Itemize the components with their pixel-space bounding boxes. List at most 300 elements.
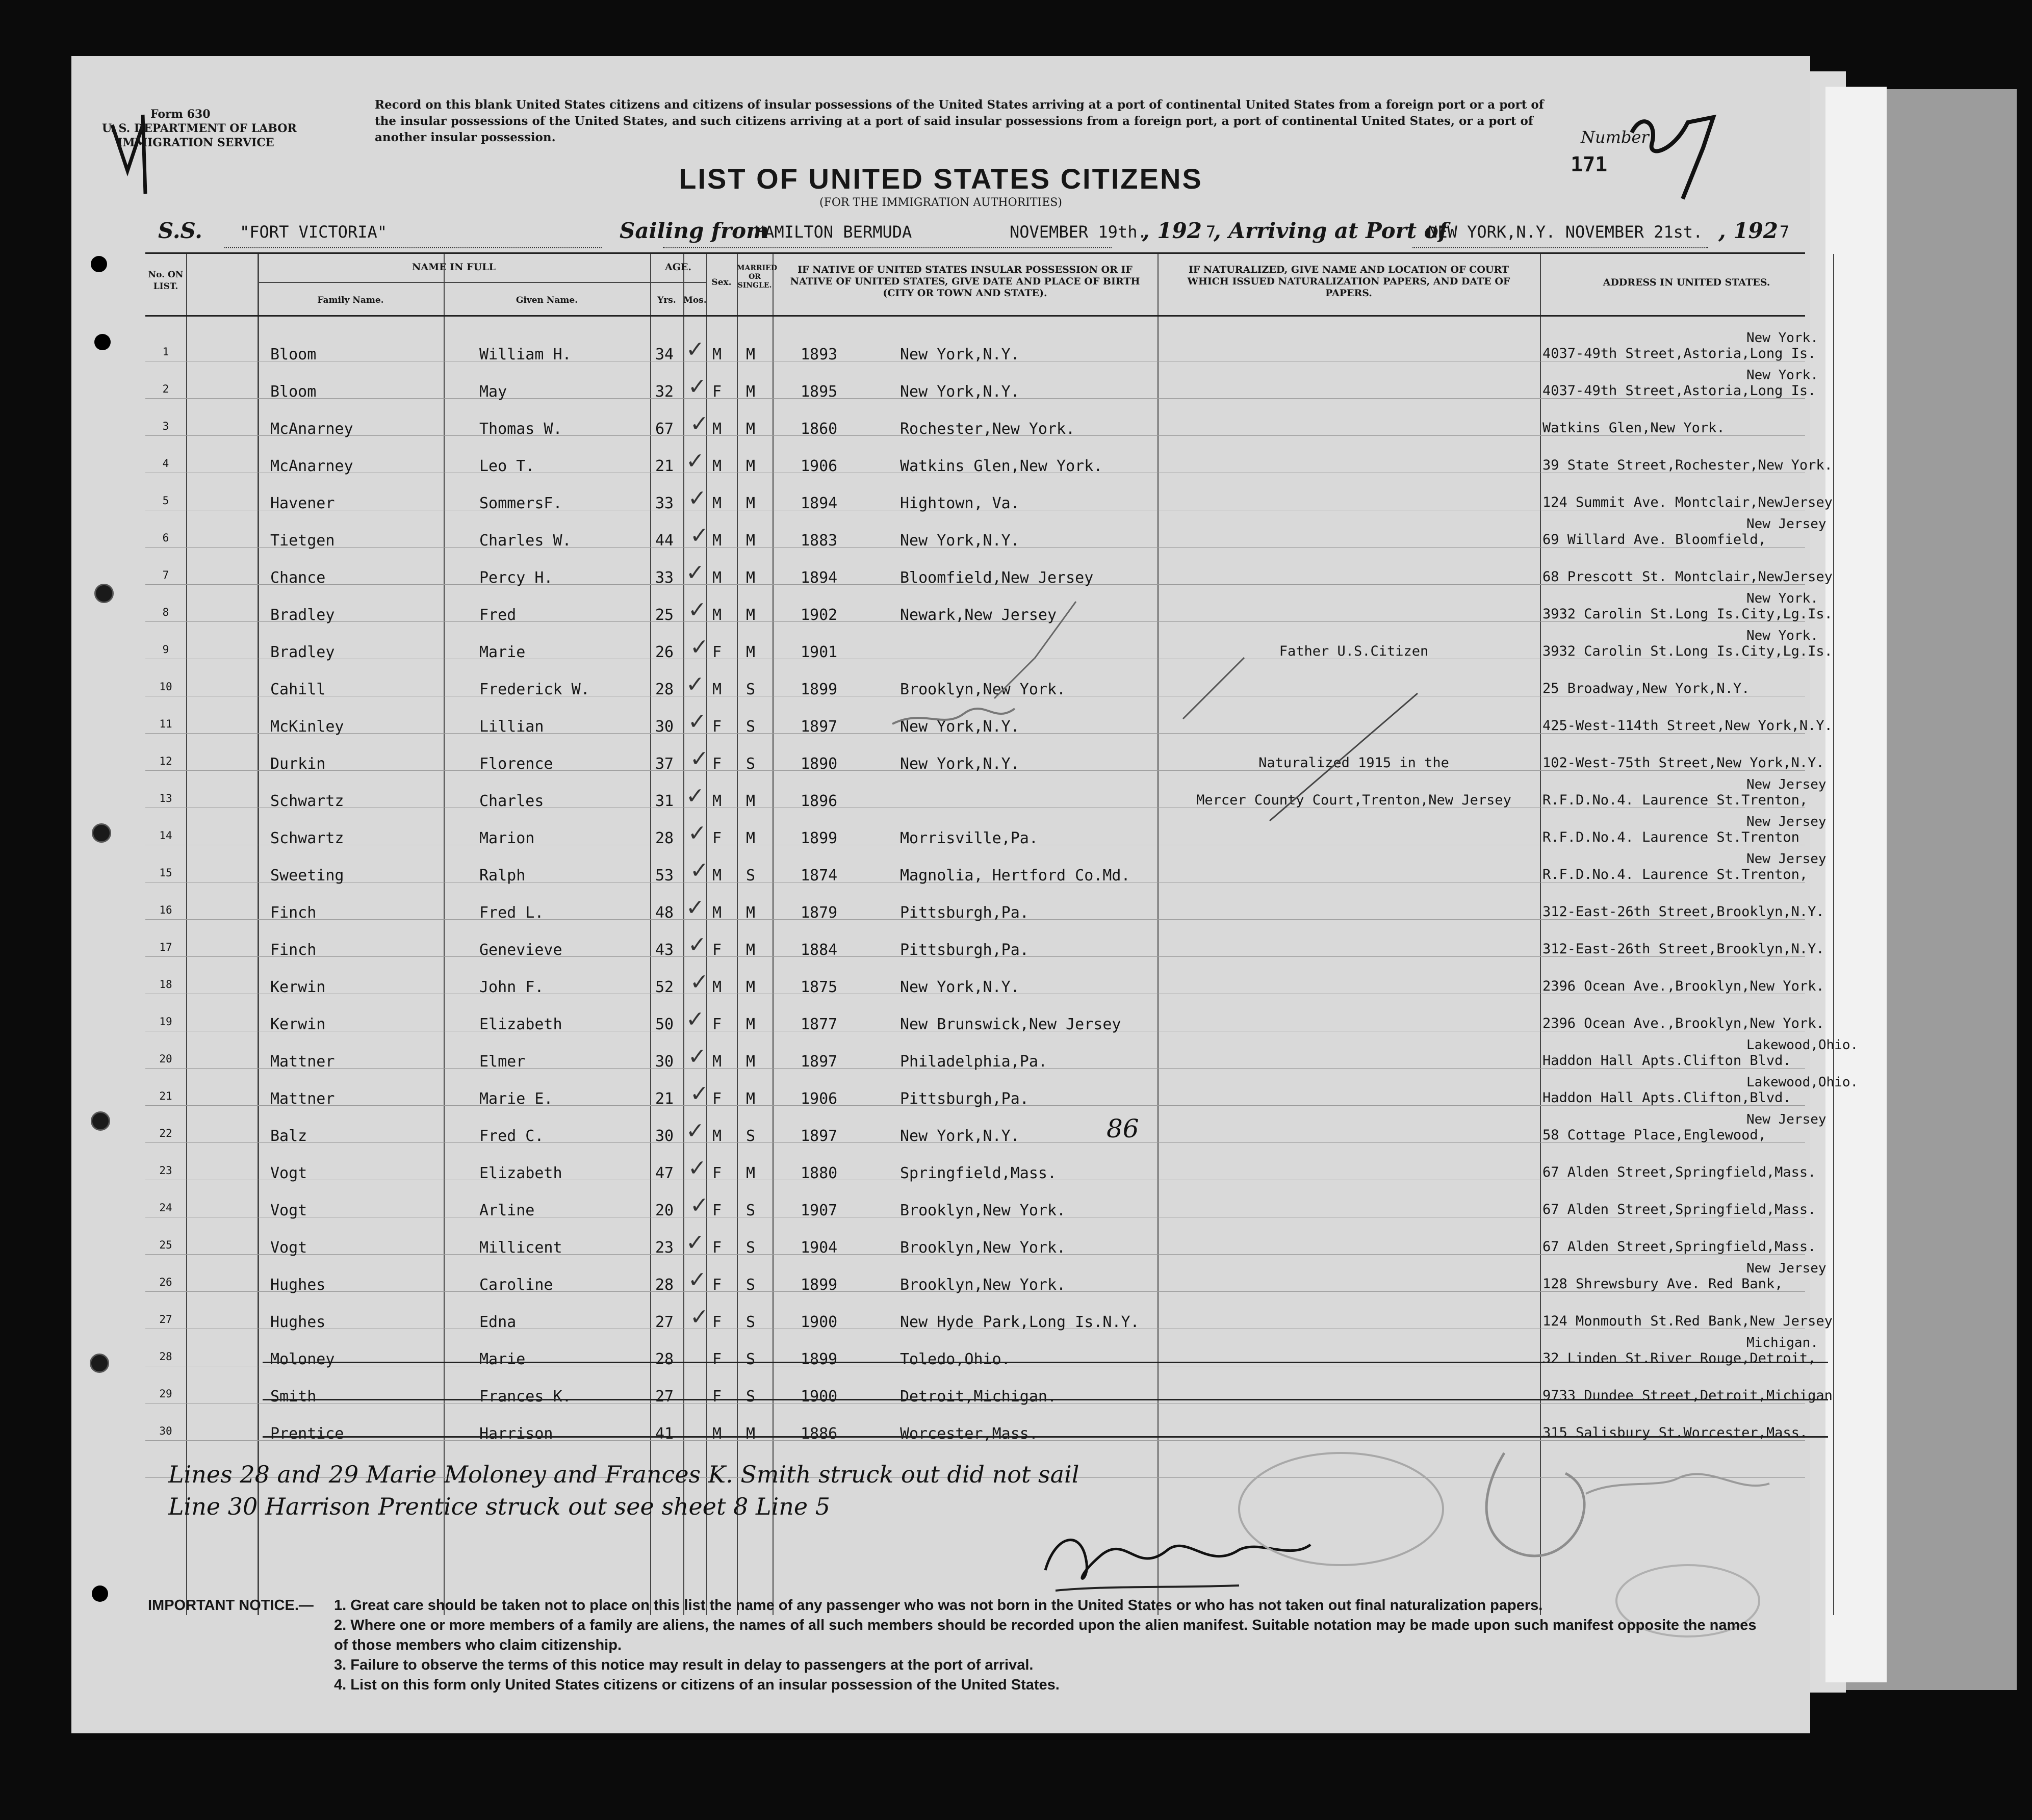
col-divider: [683, 254, 684, 1615]
cell-year: 1875: [801, 978, 838, 996]
check-mark-icon: ✓: [690, 857, 709, 883]
cell-sex: F: [712, 718, 722, 736]
cell-addr-top: Lakewood,Ohio.: [1746, 1075, 1859, 1090]
check-mark-icon: ✓: [690, 969, 709, 995]
check-mark-icon: ✓: [688, 374, 707, 400]
cell-given: May: [479, 383, 507, 401]
cell-sex: M: [712, 606, 722, 624]
cell-age: 27: [655, 1313, 674, 1331]
cell-sex: M: [712, 569, 722, 587]
cell-sex: F: [712, 1016, 722, 1033]
cell-ms: M: [746, 1053, 756, 1071]
cell-no: 16: [159, 904, 172, 916]
form-number: Form 630: [150, 108, 211, 121]
cell-age: 43: [655, 941, 674, 959]
notice-heading: IMPORTANT NOTICE.—: [148, 1597, 314, 1614]
cell-year: 1895: [801, 383, 838, 401]
cell-addr-top: New Jersey: [1746, 777, 1827, 792]
cell-family: Kerwin: [270, 1016, 326, 1033]
cell-place: Worcester,Mass.: [900, 1425, 1038, 1443]
cell-place: Detroit,Michigan.: [900, 1388, 1057, 1406]
cell-addr: 425-West-114th Street,New York,N.Y.: [1542, 718, 1833, 734]
cell-sex: F: [712, 941, 722, 959]
notice-item: 1. Great care should be taken not to place on this list the name of any passenger who was not born in the United States or who has not taken out final naturalization papers.: [334, 1597, 1543, 1614]
cell-given: Arline: [479, 1202, 535, 1219]
cell-family: Hughes: [270, 1313, 326, 1331]
cell-no: 9: [162, 643, 169, 656]
header-yrs: Yrs.: [657, 295, 676, 305]
cell-place: New York,N.Y.: [900, 1127, 1020, 1145]
cell-age: 34: [655, 346, 674, 363]
cell-place: Pittsburgh,Pa.: [900, 1090, 1029, 1108]
notice-item: 2. Where one or more members of a family are aliens, the names of all such members should be recorded upon the alien manifest. Suitable notation may be made upon such manifest opposite the names of those members who claim citizenship.: [334, 1617, 1757, 1653]
cell-place: New York,N.Y.: [900, 718, 1020, 736]
cell-place: Magnolia, Hertford Co.Md.: [900, 867, 1130, 885]
ship-name: "FORT VICTORIA": [240, 222, 387, 242]
cell-place: Toledo,Ohio.: [900, 1350, 1011, 1368]
binder-hole: [91, 1111, 110, 1131]
cell-ms: M: [746, 1090, 756, 1108]
subheader-rule: [650, 282, 706, 283]
cell-addr: 3932 Carolin St.Long Is.City,Lg.Is.: [1542, 643, 1833, 659]
cell-sex: M: [712, 1127, 722, 1145]
cell-addr: 128 Shrewsbury Ave. Red Bank,: [1542, 1276, 1783, 1292]
check-mark-icon: ✓: [686, 895, 705, 921]
cell-ms: M: [746, 904, 756, 922]
cell-family: Bradley: [270, 606, 335, 624]
cell-no: 2: [162, 383, 169, 395]
cell-given: Frederick W.: [479, 681, 590, 698]
check-mark-icon: ✓: [690, 634, 709, 660]
cell-no: 23: [159, 1164, 172, 1177]
cell-place: Brooklyn,New York.: [900, 1202, 1066, 1219]
cell-ms: M: [746, 569, 756, 587]
passenger-table: [145, 252, 1859, 1615]
cell-sex: F: [712, 1350, 722, 1368]
header-mos: Mos.: [683, 295, 707, 305]
cell-year: 1900: [801, 1388, 838, 1406]
annotation-strokes: [862, 581, 1576, 897]
cell-age: 28: [655, 1350, 674, 1368]
cell-addr: 3932 Carolin St.Long Is.City,Lg.Is.: [1542, 606, 1833, 622]
col-divider: [1833, 254, 1834, 1615]
cell-place: Pittsburgh,Pa.: [900, 941, 1029, 959]
header-age: AGE.: [664, 262, 692, 273]
cell-year: 1893: [801, 346, 838, 363]
cell-addr: 32 Linden St.River Rouge,Detroit,: [1542, 1350, 1816, 1366]
cell-addr: R.F.D.No.4. Laurence St.Trenton,: [1542, 792, 1808, 808]
cell-ms: S: [746, 1239, 756, 1257]
cell-addr-top: New York.: [1746, 368, 1818, 383]
cell-age: 47: [655, 1164, 674, 1182]
cell-family: Prentice: [270, 1425, 344, 1443]
cell-given: Elizabeth: [479, 1016, 562, 1033]
cell-sex: M: [712, 904, 722, 922]
cell-addr-top: Lakewood,Ohio.: [1746, 1037, 1859, 1053]
cell-given: Elmer: [479, 1053, 526, 1071]
cell-sex: F: [712, 1202, 722, 1219]
cell-ms: S: [746, 755, 756, 773]
cell-family: Finch: [270, 941, 317, 959]
strikethrough-line: [263, 1362, 1828, 1363]
cell-sex: F: [712, 1276, 722, 1294]
cell-ms: M: [746, 829, 756, 847]
cell-place: New York,N.Y.: [900, 346, 1020, 363]
cell-year: 1886: [801, 1425, 838, 1443]
cell-age: 33: [655, 495, 674, 512]
cell-year: 1890: [801, 755, 838, 773]
cell-year: 1897: [801, 1127, 838, 1145]
cell-year: 1897: [801, 718, 838, 736]
cell-addr-top: New Jersey: [1746, 1112, 1827, 1127]
cell-family: Bloom: [270, 346, 317, 363]
cell-nat: Mercer County Court,Trenton,New Jersey: [1196, 792, 1511, 808]
cell-year: 1880: [801, 1164, 838, 1182]
cell-ms: M: [746, 420, 756, 438]
cell-addr: 39 State Street,Rochester,New York.: [1542, 457, 1833, 473]
cell-ms: S: [746, 867, 756, 885]
cell-addr: Watkins Glen,New York.: [1542, 420, 1725, 436]
cell-addr: 4037-49th Street,Astoria,Long Is.: [1542, 346, 1816, 361]
cell-addr-top: New Jersey: [1746, 814, 1827, 829]
check-mark-icon: ✓: [688, 820, 707, 846]
cell-ms: S: [746, 1350, 756, 1368]
cell-age: 52: [655, 978, 674, 996]
cell-no: 14: [159, 829, 172, 842]
check-mark-icon: ✓: [690, 411, 709, 437]
cell-ms: M: [746, 1016, 756, 1033]
cell-year: 1897: [801, 1053, 838, 1071]
cell-sex: F: [712, 383, 722, 401]
cell-age: 28: [655, 829, 674, 847]
cell-year: 1907: [801, 1202, 838, 1219]
form-identifier: [102, 107, 297, 150]
cell-year: 1899: [801, 829, 838, 847]
col-divider: [650, 254, 651, 1615]
cell-addr: 9733 Dundee Street,Detroit,Michigan: [1542, 1388, 1833, 1403]
cell-no: 27: [159, 1313, 172, 1325]
year-prefix-2: , 192: [1718, 218, 1778, 243]
number-label: Number: [1581, 127, 1649, 147]
cell-no: 7: [162, 569, 169, 581]
cell-family: Mattner: [270, 1053, 335, 1071]
cell-addr: 68 Prescott St. Montclair,NewJersey: [1542, 569, 1833, 585]
cell-no: 25: [159, 1239, 172, 1251]
cell-no: 8: [162, 606, 169, 618]
cell-given: SommersF.: [479, 495, 562, 512]
cell-family: Schwartz: [270, 792, 344, 810]
cell-given: Genevieve: [479, 941, 562, 959]
cell-family: Moloney: [270, 1350, 335, 1368]
cell-sex: M: [712, 792, 722, 810]
cell-year: 1904: [801, 1239, 838, 1257]
cell-age: 21: [655, 1090, 674, 1108]
cell-given: Florence: [479, 755, 553, 773]
cell-family: Sweeting: [270, 867, 344, 885]
cell-place: Watkins Glen,New York.: [900, 457, 1103, 475]
cell-ms: M: [746, 978, 756, 996]
cell-family: Vogt: [270, 1202, 307, 1219]
cell-addr-top: New York.: [1746, 628, 1818, 643]
sailing-port: HAMILTON BERMUDA: [755, 222, 912, 242]
cell-given: Leo T.: [479, 457, 535, 475]
cell-family: Chance: [270, 569, 326, 587]
cell-year: 1896: [801, 792, 838, 810]
cell-given: John F.: [479, 978, 544, 996]
cell-no: 11: [159, 718, 172, 730]
cell-age: 33: [655, 569, 674, 587]
cell-family: Mattner: [270, 1090, 335, 1108]
cell-sex: M: [712, 1425, 722, 1443]
cell-sex: M: [712, 1053, 722, 1071]
cell-nat: Naturalized 1915 in the: [1258, 755, 1449, 771]
cell-sex: F: [712, 1313, 722, 1331]
cell-age: 21: [655, 457, 674, 475]
header-sex: Sex.: [711, 277, 732, 288]
cell-place: New Brunswick,New Jersey: [900, 1016, 1121, 1033]
cell-addr: 312-East-26th Street,Brooklyn,N.Y.: [1542, 941, 1824, 957]
col-divider: [186, 254, 187, 1615]
cell-addr: 67 Alden Street,Springfield,Mass.: [1542, 1164, 1816, 1180]
binder-hole: [90, 1354, 109, 1373]
col-divider: [444, 254, 445, 1615]
cell-place: Newark,New Jersey: [900, 606, 1057, 624]
check-mark-icon: ✓: [686, 336, 705, 362]
strikethrough-line: [263, 1399, 1828, 1400]
cell-given: Marion: [479, 829, 535, 847]
cell-no: 24: [159, 1202, 172, 1214]
cell-place: New York,N.Y.: [900, 532, 1020, 550]
cell-ms: M: [746, 457, 756, 475]
cell-addr: 312-East-26th Street,Brooklyn,N.Y.: [1542, 904, 1824, 920]
cell-given: Harrison: [479, 1425, 553, 1443]
ss-label: S.S.: [158, 218, 202, 243]
cell-given: Ralph: [479, 867, 526, 885]
cell-family: Havener: [270, 495, 335, 512]
cell-addr: 4037-49th Street,Astoria,Long Is.: [1542, 383, 1816, 399]
cell-sex: F: [712, 1388, 722, 1406]
cell-age: 28: [655, 681, 674, 698]
cell-nat: Father U.S.Citizen: [1279, 643, 1429, 659]
cell-family: Bloom: [270, 383, 317, 401]
year-digit-2: 7: [1780, 222, 1790, 242]
cell-given: Edna: [479, 1313, 517, 1331]
cell-ms: M: [746, 941, 756, 959]
cell-place: New York,N.Y.: [900, 978, 1020, 996]
cell-no: 10: [159, 681, 172, 693]
check-mark-icon: ✓: [686, 1006, 705, 1032]
cell-addr: Haddon Hall Apts.Clifton,Blvd.: [1542, 1090, 1791, 1106]
cell-addr-top: New York.: [1746, 591, 1818, 606]
sailing-label: Sailing from: [620, 218, 769, 243]
col-divider: [1540, 254, 1541, 1615]
cell-sex: M: [712, 867, 722, 885]
notice-item: 3. Failure to observe the terms of this notice may result in delay to passengers at the port of arrival.: [334, 1657, 1034, 1673]
cell-addr: 124 Summit Ave. Montclair,NewJersey: [1542, 495, 1833, 510]
handwritten-note-1: Lines 28 and 29 Marie Moloney and Frances K. Smith struck out did not sail: [168, 1461, 1079, 1488]
cell-year: 1906: [801, 457, 838, 475]
header-family-name: Family Name.: [317, 295, 384, 305]
cell-given: Caroline: [479, 1276, 553, 1294]
cell-given: Elizabeth: [479, 1164, 562, 1182]
cell-sex: M: [712, 495, 722, 512]
cell-no: 28: [159, 1350, 172, 1363]
cell-addr: 124 Monmouth St.Red Bank,New Jersey: [1542, 1313, 1833, 1329]
back-sheet: [1825, 87, 1887, 1682]
check-mark-icon: ✓: [688, 1155, 707, 1181]
cell-year: 1894: [801, 495, 838, 512]
check-mark-icon: ✓: [688, 1044, 707, 1070]
ship-dotted-line: [224, 247, 602, 248]
cell-family: McAnarney: [270, 457, 353, 475]
notice-items: [334, 1596, 1772, 1695]
cell-age: 26: [655, 643, 674, 661]
cell-ms: M: [746, 346, 756, 363]
cell-place: Springfield,Mass.: [900, 1164, 1057, 1182]
cell-place: New Hyde Park,Long Is.N.Y.: [900, 1313, 1140, 1331]
department-name: U. S. DEPARTMENT OF LABOR: [102, 122, 297, 135]
cell-ms: S: [746, 718, 756, 736]
cell-addr-top: New Jersey: [1746, 1261, 1827, 1276]
check-mark-icon: ✓: [688, 709, 707, 735]
cell-given: Fred C.: [479, 1127, 544, 1145]
cell-place: Brooklyn,New York.: [900, 1239, 1066, 1257]
check-mark-icon: ✓: [686, 1118, 705, 1144]
cell-family: Smith: [270, 1388, 317, 1406]
year-prefix-1: , 192: [1142, 218, 1202, 243]
header-no: No. ON LIST.: [148, 270, 184, 292]
header-address: ADDRESS IN UNITED STATES.: [1603, 277, 1770, 288]
sailing-dotted-line: [663, 247, 1112, 248]
cell-no: 17: [159, 941, 172, 953]
binder-hole: [91, 256, 107, 272]
cell-ms: S: [746, 1388, 756, 1406]
cell-family: Finch: [270, 904, 317, 922]
cell-ms: M: [746, 532, 756, 550]
header-given-name: Given Name.: [516, 295, 578, 305]
cell-given: Thomas W.: [479, 420, 562, 438]
cell-year: 1906: [801, 1090, 838, 1108]
notice-item: 4. List on this form only United States citizens or citizens of an insular possession of the United States.: [334, 1677, 1060, 1693]
check-mark-icon: ✓: [686, 783, 705, 809]
cell-ms: M: [746, 383, 756, 401]
cell-no: 26: [159, 1276, 172, 1288]
cell-given: Fred: [479, 606, 517, 624]
cell-addr: R.F.D.No.4. Laurence St.Trenton: [1542, 829, 1799, 845]
check-mark-icon: ✓: [690, 1304, 709, 1330]
year-digit-1: 7: [1206, 222, 1216, 242]
manifest-page: [71, 56, 1859, 1733]
cell-sex: F: [712, 1239, 722, 1257]
cell-sex: M: [712, 346, 722, 363]
cell-given: Percy H.: [479, 569, 553, 587]
header-birth: IF NATIVE OF UNITED STATES INSULAR POSSESSION OR IF NATIVE OF UNITED STATES, GIVE DATE AND PLACE OF BIRTH (CITY OR TOWN AND STATE).: [790, 264, 1140, 299]
cell-no: 4: [162, 457, 169, 470]
cell-no: 15: [159, 867, 172, 879]
check-mark-icon: ✓: [688, 932, 707, 958]
cell-sex: M: [712, 420, 722, 438]
cell-family: Tietgen: [270, 532, 335, 550]
cell-age: 37: [655, 755, 674, 773]
cell-year: 1900: [801, 1313, 838, 1331]
cell-given: William H.: [479, 346, 572, 363]
cell-ms: S: [746, 1127, 756, 1145]
cell-place: Pittsburgh,Pa.: [900, 904, 1029, 922]
cell-sex: F: [712, 755, 722, 773]
cell-age: 32: [655, 383, 674, 401]
cell-given: Fred L.: [479, 904, 544, 922]
binder-hole: [92, 1585, 108, 1602]
page-title: LIST OF UNITED STATES CITIZENS: [679, 163, 1203, 195]
cell-given: Charles W.: [479, 532, 572, 550]
cell-ms: M: [746, 495, 756, 512]
binder-hole: [94, 584, 114, 603]
cell-addr: 69 Willard Ave. Bloomfield,: [1542, 532, 1766, 548]
cell-ms: S: [746, 681, 756, 698]
cell-given: Lillian: [479, 718, 544, 736]
check-mark-icon: ✓: [686, 560, 705, 586]
cell-family: McAnarney: [270, 420, 353, 438]
cell-year: 1879: [801, 904, 838, 922]
cell-age: 30: [655, 1053, 674, 1071]
cell-sex: F: [712, 1164, 722, 1182]
cell-place: Hightown, Va.: [900, 495, 1020, 512]
cell-year: 1884: [801, 941, 838, 959]
cell-sex: M: [712, 532, 722, 550]
cell-addr-top: New Jersey: [1746, 516, 1827, 532]
cell-family: McKinley: [270, 718, 344, 736]
cell-year: 1877: [801, 1016, 838, 1033]
cell-age: 20: [655, 1202, 674, 1219]
cell-family: Durkin: [270, 755, 326, 773]
cell-addr: 102-West-75th Street,New York,N.Y.: [1542, 755, 1824, 771]
cell-family: Hughes: [270, 1276, 326, 1294]
sailing-date: NOVEMBER 19th.: [1010, 222, 1147, 242]
service-name: IMMIGRATION SERVICE: [117, 136, 274, 149]
cell-no: 1: [162, 346, 169, 358]
cell-family: Vogt: [270, 1164, 307, 1182]
cell-given: Marie: [479, 1350, 526, 1368]
cell-addr: 58 Cottage Place,Englewood,: [1542, 1127, 1766, 1143]
cell-addr: 67 Alden Street,Springfield,Mass.: [1542, 1202, 1816, 1217]
cell-given: Frances K.: [479, 1388, 572, 1406]
handwritten-note-2: Line 30 Harrison Prentice struck out see sheet 8 Line 5: [168, 1493, 830, 1520]
cell-sex: F: [712, 1090, 722, 1108]
cell-family: Kerwin: [270, 978, 326, 996]
cell-addr: 2396 Ocean Ave.,Brooklyn,New York.: [1542, 1016, 1824, 1031]
cell-ms: M: [746, 792, 756, 810]
cell-year: 1883: [801, 532, 838, 550]
voyage-line: [158, 218, 1841, 249]
page-subtitle: (FOR THE IMMIGRATION AUTHORITIES): [819, 196, 1062, 209]
cell-addr: 315 Salisbury St.Worcester,Mass.: [1542, 1425, 1808, 1441]
cell-no: 3: [162, 420, 169, 432]
cell-year: 1899: [801, 681, 838, 698]
cell-age: 30: [655, 1127, 674, 1145]
list-number: 171: [1571, 153, 1608, 176]
cell-year: 1860: [801, 420, 838, 438]
cell-age: 50: [655, 1016, 674, 1033]
cell-place: Brooklyn,New York.: [900, 681, 1066, 698]
col-divider: [258, 254, 259, 1615]
col-divider: [737, 254, 738, 1615]
check-mark-icon: ✓: [688, 485, 707, 511]
cell-no: 19: [159, 1016, 172, 1028]
cell-year: 1894: [801, 569, 838, 587]
cell-place: Bloomfield,New Jersey: [900, 569, 1094, 587]
cell-ms: S: [746, 1276, 756, 1294]
cell-given: Charles: [479, 792, 544, 810]
